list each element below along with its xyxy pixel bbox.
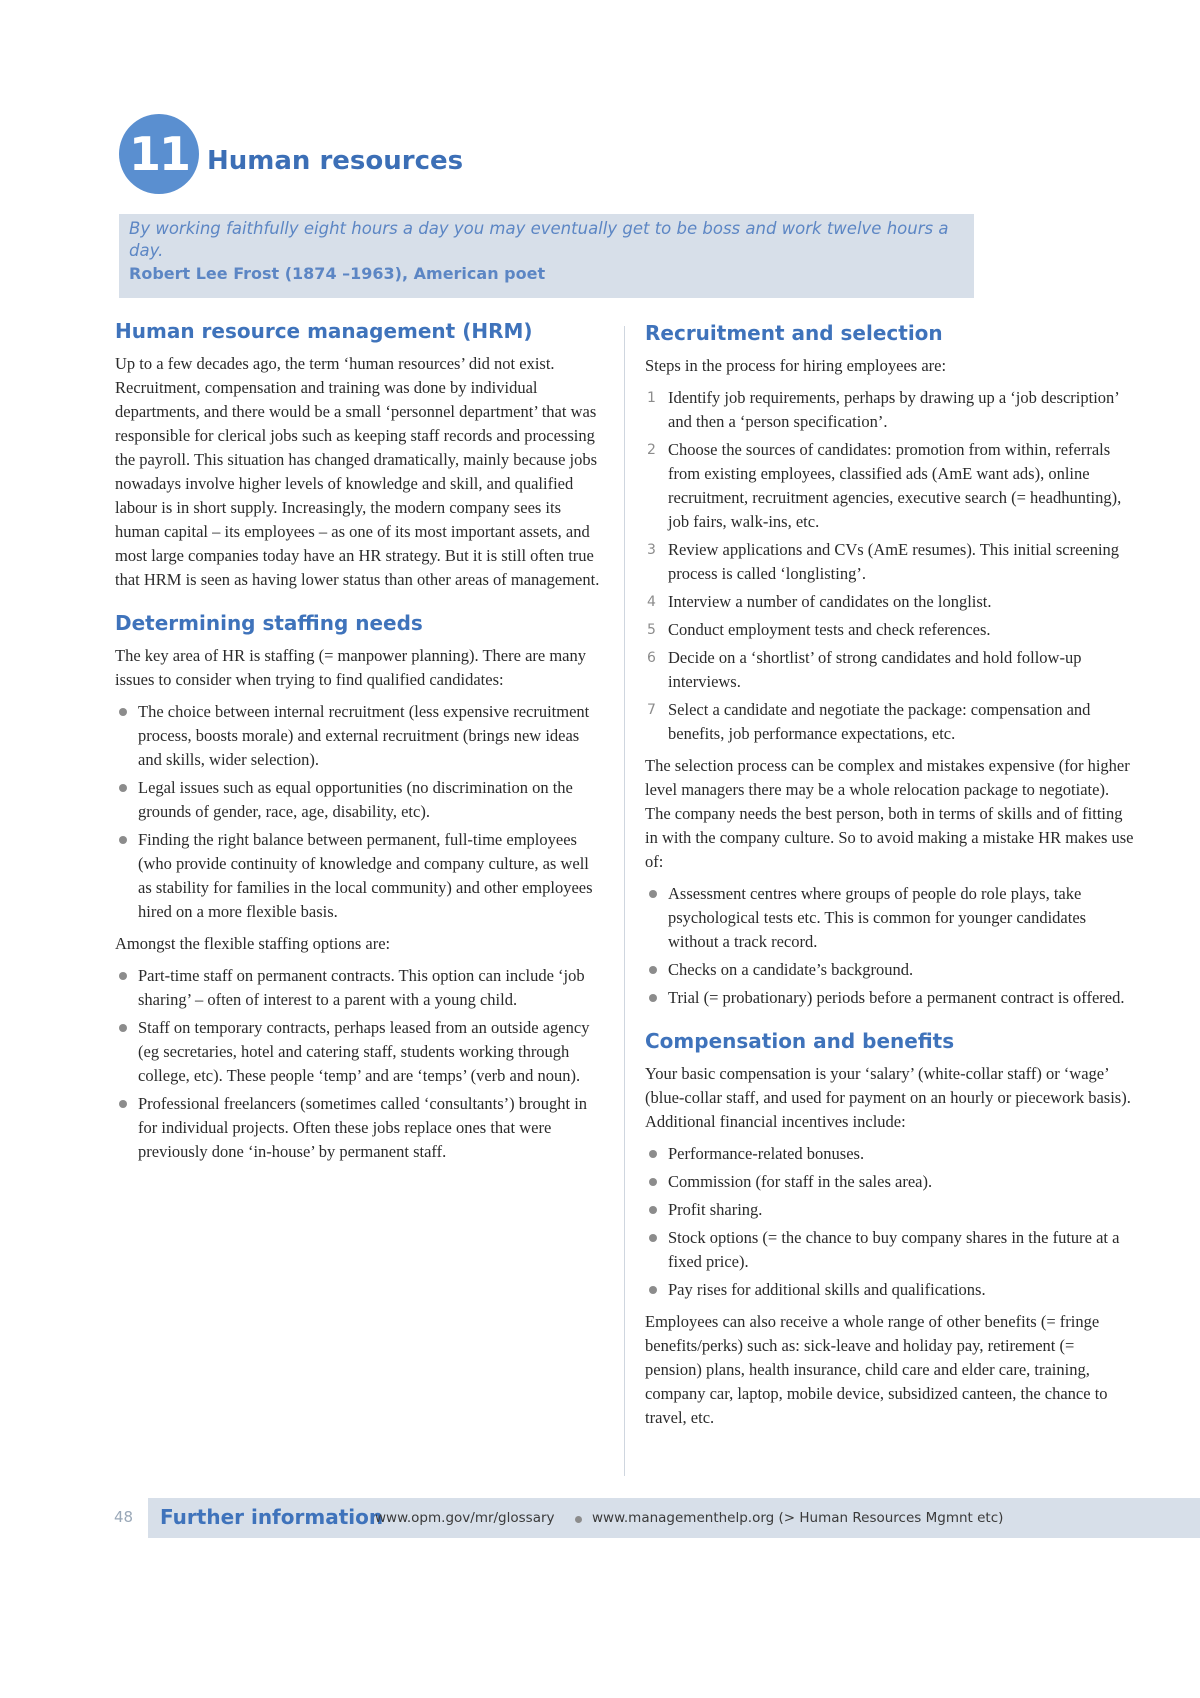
list-item-text: Performance-related bonuses. [668,1144,865,1163]
list-item [645,1226,1135,1274]
bullet-icon [649,1234,657,1242]
recruitment-intro: Steps in the process for hiring employees are: [645,356,947,375]
quote-text: By working faithfully eight hours a day you may eventually get to be boss and work twelve hours a day. [129,219,949,260]
selection-methods-list [645,882,1135,1010]
benefits-paragraph: Employees can also receive a whole range of other benefits (= fringe benefits/perks) such as: sick-leave and holiday pay, retirement (= pension) plans, health insurance, child care and elder care, training, company car, laptop, mobile device, subsidized canteen, the chance to travel, etc. [645,1312,1108,1427]
list-item-text: Finding the right balance between permanent, full-time employees (who provide continuity of knowledge and company culture, as well as stability for families in the local community) and other employees hired on a more flexible basis. [138,830,593,921]
list-item [645,1278,1135,1302]
recruitment-steps-list [645,386,1135,746]
hrm-heading: Human resource management (HRM) [115,319,533,343]
list-item [645,386,1135,434]
managementhelp-link[interactable]: www.managementhelp.org (> Human Resources Mgmnt etc) [592,1510,1004,1526]
list-item-text: Professional freelancers (sometimes called ‘consultants’) brought in for individual projects. Often these jobs replace ones that were previously done ‘in-house’ by permanent staff. [138,1094,588,1161]
bullet-icon [119,972,127,980]
list-item [645,882,1135,954]
list-item [115,776,605,824]
list-item-text: Profit sharing. [668,1200,763,1219]
step-number: 3 [647,542,656,558]
list-item [645,1142,1135,1166]
list-item-text: Trial (= probationary) periods before a permanent contract is offered. [668,988,1125,1007]
right-column [645,320,1135,1438]
bullet-icon [119,836,127,844]
list-item-text: Conduct employment tests and check references. [668,620,991,639]
quote-author: Robert Lee Frost (1874 –1963), American poet [129,264,546,283]
further-information-label: Further information [160,1505,384,1529]
list-item [645,590,1135,614]
list-item [645,646,1135,694]
list-item-text: Review applications and CVs (AmE resumes). This initial screening process is called ‘longlisting’. [668,540,1120,583]
list-item-text: Checks on a candidate’s background. [668,960,914,979]
bullet-icon [649,890,657,898]
step-number: 7 [647,702,656,718]
list-item-text: Legal issues such as equal opportunities (no discrimination on the grounds of gender, race, age, disability, etc). [138,778,573,821]
list-item [115,964,605,1012]
bullet-icon [119,784,127,792]
bullet-icon [649,1286,657,1294]
recruitment-heading: Recruitment and selection [645,321,943,345]
bullet-icon [649,966,657,974]
bullet-icon [649,1178,657,1186]
step-number: 6 [647,650,656,666]
flexible-options-intro: Amongst the flexible staffing options are: [115,934,391,953]
bullet-icon [119,708,127,716]
step-number: 1 [647,390,656,406]
list-item-text: Identify job requirements, perhaps by drawing up a ‘job description’ and then a ‘person specification’. [668,388,1119,431]
list-item [115,1016,605,1088]
list-item [645,698,1135,746]
list-item [115,700,605,772]
bullet-icon [649,1150,657,1158]
staffing-intro: The key area of HR is staffing (= manpower planning). There are many issues to consider when trying to find qualified candidates: [115,646,586,689]
list-item-text: Interview a number of candidates on the longlist. [668,592,992,611]
incentives-list [645,1142,1135,1302]
list-item [645,618,1135,642]
list-item-text: Commission (for staff in the sales area). [668,1172,933,1191]
list-item-text: Decide on a ‘shortlist’ of strong candidates and hold follow-up interviews. [668,648,1082,691]
list-item-text: Stock options (= the chance to buy company shares in the future at a fixed price). [668,1228,1120,1271]
list-item [645,1170,1135,1194]
unit-number-badge: 11 [119,114,199,194]
step-number: 5 [647,622,656,638]
step-number: 4 [647,594,656,610]
list-item-text: Assessment centres where groups of people do role plays, take psychological tests etc. This is common for younger candidates without a track record. [668,884,1087,951]
list-item [645,538,1135,586]
bullet-icon [119,1024,127,1032]
bullet-icon [649,1206,657,1214]
glossary-link[interactable]: www.opm.gov/mr/glossary [375,1510,555,1526]
left-column [115,318,605,1172]
list-item [645,958,1135,982]
column-divider [624,326,625,1476]
bullet-icon [649,994,657,1002]
compensation-heading: Compensation and benefits [645,1029,955,1053]
list-item-text: Pay rises for additional skills and qualifications. [668,1280,986,1299]
staffing-heading: Determining staffing needs [115,611,423,635]
list-item-text: Select a candidate and negotiate the package: compensation and benefits, job performance expectations, etc. [668,700,1091,743]
list-item [115,1092,605,1164]
step-number: 2 [647,442,656,458]
selection-paragraph: The selection process can be complex and mistakes expensive (for higher level managers there may be a whole relocation package to negotiate). The company needs the best person, both in terms of skills and of fitting in with the company culture. So to avoid making a mistake HR makes use of: [645,756,1134,871]
list-item-text: Choose the sources of candidates: promotion from within, referrals from existing employees, classified ads (AmE want ads), online recruitment, recruitment agencies, executive search (= headhunting), job fairs, walk-ins, etc. [668,440,1122,531]
flexible-options-list [115,964,605,1164]
compensation-intro: Your basic compensation is your ‘salary’ (white-collar staff) or ‘wage’ (blue-collar staff, and used for payment on an hourly or piecework basis). Additional financial incentives include: [645,1064,1131,1131]
list-item-text: Staff on temporary contracts, perhaps leased from an outside agency (eg secretaries, hotel and catering staff, students working through college, etc). These people ‘temp’ and are ‘temps’ (verb and noun). [138,1018,590,1085]
list-item [645,986,1135,1010]
list-item-text: Part-time staff on permanent contracts. This option can include ‘job sharing’ – often of interest to a parent with a young child. [138,966,585,1009]
list-item [115,828,605,924]
staffing-issues-list [115,700,605,924]
page-title: Human resources [207,146,464,176]
hrm-paragraph: Up to a few decades ago, the term ‘human resources’ did not exist. Recruitment, compensation and training was done by individual departments, and there would be a small ‘personnel department’ that was responsible for clerical jobs such as keeping staff records and processing the payroll. This situation has changed dramatically, mainly because jobs nowadays involve higher levels of knowledge and skill, and qualified labour is in short supply. Increasingly, the modern company sees its human capital – its employees – as one of its most important assets, and most large companies today have an HR strategy. But it is still often true that HRM is seen as having lower status than other areas of management. [115,354,600,589]
list-item [645,438,1135,534]
separator-bullet-icon [575,1516,582,1523]
list-item [645,1198,1135,1222]
page-number: 48 [114,1508,134,1526]
bullet-icon [119,1100,127,1108]
list-item-text: The choice between internal recruitment (less expensive recruitment process, boosts morale) and external recruitment (brings new ideas and skills, wider selection). [138,702,590,769]
quote-box [119,214,974,298]
